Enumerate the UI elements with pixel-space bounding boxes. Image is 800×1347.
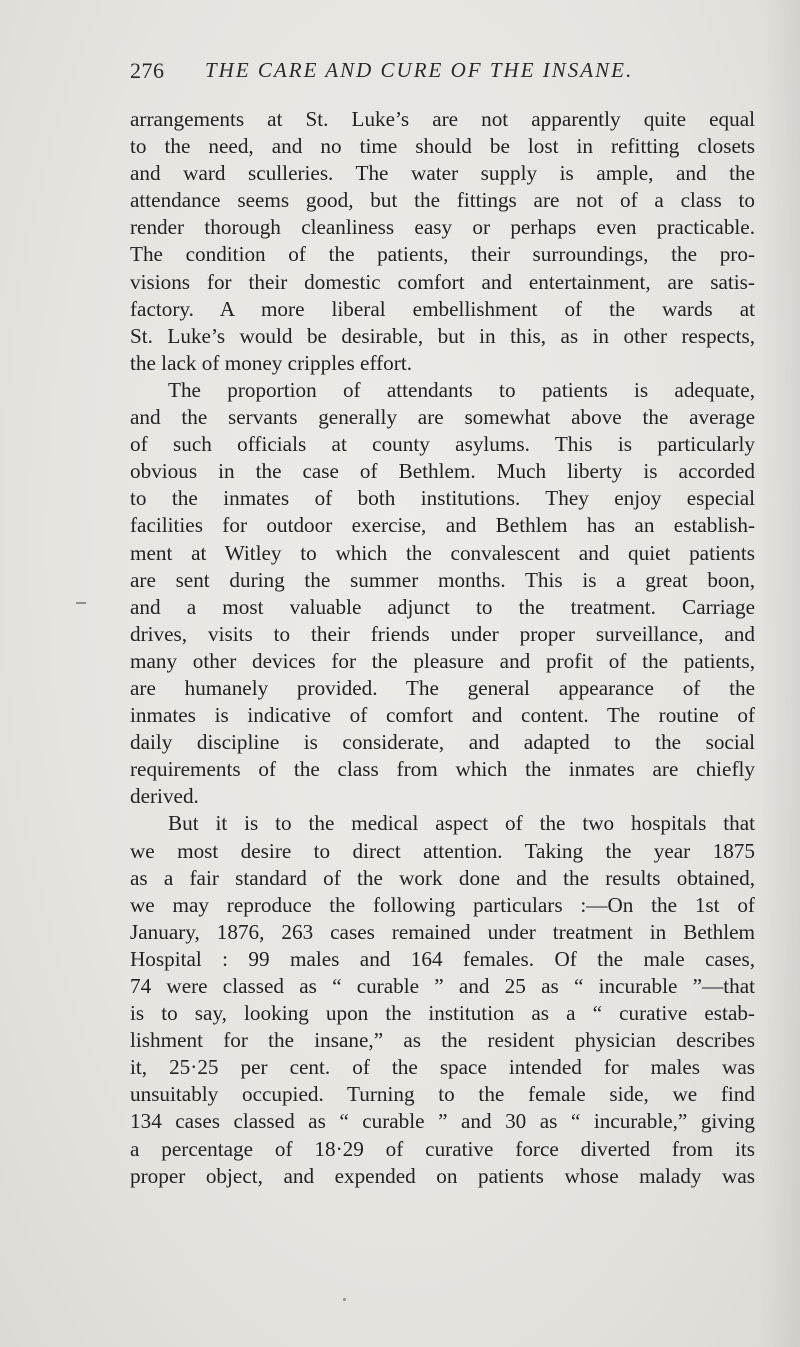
ink-speck xyxy=(343,1298,346,1301)
text-line: are sent during the summer months. This is a great boon, xyxy=(130,567,755,592)
text-line: unsuitably occupied. Turning to the female side, we find xyxy=(130,1082,755,1107)
text-line: attendance seems good, but the fittings are not of a class to xyxy=(130,188,755,213)
margin-mark xyxy=(76,602,86,604)
text-line: and ward sculleries. The water supply is ample, and the xyxy=(130,161,755,186)
paragraph-2 xyxy=(130,377,755,811)
page-number: 276 xyxy=(130,58,165,83)
text-line: arrangements at St. Luke’s are not apparently quite equal xyxy=(130,107,755,131)
text-line: But it is to the medical aspect of the two hospitals that xyxy=(168,811,755,836)
text-line: daily discipline is considerate, and adapted to the social xyxy=(130,730,755,755)
text-line: derived. xyxy=(130,784,199,809)
paragraph-3 xyxy=(130,810,755,1189)
text-line: proper object, and expended on patients whose malady was xyxy=(130,1163,755,1188)
text-line: January, 1876, 263 cases remained under treatment in Bethlem xyxy=(130,919,755,944)
text-line: 74 were classed as “ curable ” and 25 as “ incurable ”—that xyxy=(130,974,755,998)
text-line: to the need, and no time should be lost in refitting closets xyxy=(130,134,755,159)
text-line: drives, visits to their friends under proper surveillance, and xyxy=(130,621,755,646)
text-line: inmates is indicative of comfort and content. The routine of xyxy=(130,703,755,728)
text-line: a percentage of 18·29 of curative force diverted from its xyxy=(130,1136,755,1161)
text-line: obvious in the case of Bethlem. Much liberty is accorded xyxy=(130,459,755,484)
text-line: lishment for the insane,” as the resident physician describes xyxy=(130,1028,755,1053)
text-line: the lack of money cripples effort. xyxy=(130,350,413,375)
text-line: 134 cases classed as “ curable ” and 30 as “ incurable,” giving xyxy=(130,1109,755,1134)
text-line: as a fair standard of the work done and the results obtained, xyxy=(130,865,755,890)
text-line: it, 25·25 per cent. of the space intended for males was xyxy=(130,1055,755,1080)
text-line: many other devices for the pleasure and profit of the patients, xyxy=(130,648,755,673)
text-line: facilities for outdoor exercise, and Bethlem has an establish- xyxy=(130,513,755,538)
text-line: are humanely provided. The general appearance of the xyxy=(130,675,755,700)
text-line: we most desire to direct attention. Taking the year 1875 xyxy=(130,838,755,863)
page-header xyxy=(130,58,760,92)
text-line: factory. A more liberal embellishment of the wards at xyxy=(130,296,755,321)
text-line: The condition of the patients, their surroundings, the pro- xyxy=(130,242,755,267)
text-line: visions for their domestic comfort and entertainment, are satis- xyxy=(130,269,755,294)
text-line: Hospital : 99 males and 164 females. Of the male cases, xyxy=(130,946,755,971)
text-line: and the servants generally are somewhat above the average xyxy=(130,405,755,430)
text-line: to the inmates of both institutions. They enjoy especial xyxy=(130,486,755,511)
text-line: and a most valuable adjunct to the treatment. Carriage xyxy=(130,594,755,619)
body-text xyxy=(130,106,755,1190)
page-edge-shadow xyxy=(760,0,800,1347)
text-line: of such officials at county asylums. This is particularly xyxy=(130,432,755,457)
running-head: THE CARE AND CURE OF THE INSANE. xyxy=(205,58,634,82)
text-line: we may reproduce the following particulars :—On the 1st of xyxy=(130,892,755,917)
text-line: is to say, looking upon the institution as a “ curative estab- xyxy=(130,1001,755,1026)
paragraph-1 xyxy=(130,106,755,377)
text-line: requirements of the class from which the inmates are chiefly xyxy=(130,757,755,782)
text-line: ment at Witley to which the convalescent and quiet patients xyxy=(130,540,755,565)
text-line: The proportion of attendants to patients is adequate, xyxy=(168,377,755,402)
text-line: St. Luke’s would be desirable, but in this, as in other respects, xyxy=(130,323,755,348)
text-line: render thorough cleanliness easy or perhaps even practicable. xyxy=(130,215,755,240)
